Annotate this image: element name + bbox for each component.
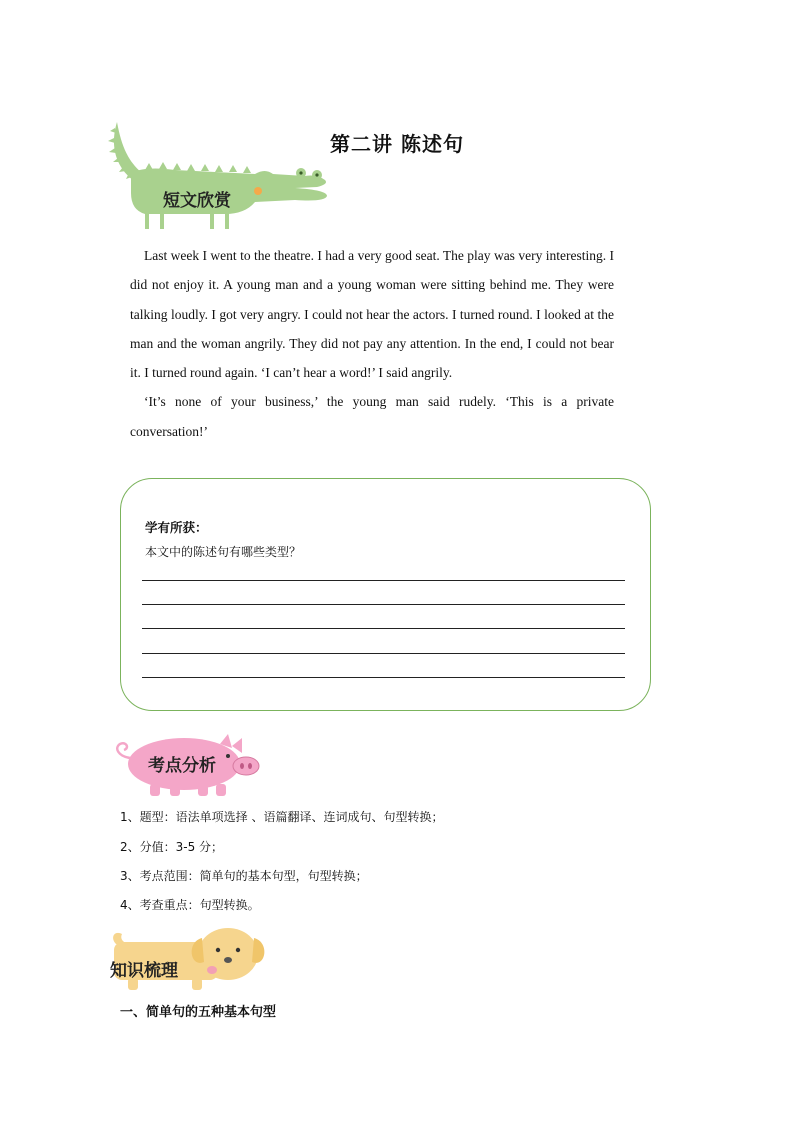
exam-point-item: 2、分值：3-5 分； (120, 840, 224, 854)
exam-point-item: 4、考查重点：句型转换。 (120, 898, 260, 912)
learning-box-question: 本文中的陈述句有哪些类型？ (145, 545, 302, 559)
page-title: 第二讲 陈述句 (330, 132, 464, 156)
knowledge-badge (108, 922, 268, 992)
reading-badge-label: 短文欣赏 (163, 191, 231, 211)
section-heading: 一、简单句的五种基本句型 (120, 1005, 277, 1020)
answer-line[interactable] (142, 604, 625, 605)
crocodile-icon (105, 118, 335, 233)
knowledge-badge-label: 知识梳理 (110, 961, 178, 981)
analysis-badge-label: 考点分析 (148, 756, 216, 776)
exam-point-item: 1、题型：语法单项选择 、语篇翻译、连词成句、句型转换； (120, 810, 444, 824)
reading-passage (130, 241, 614, 446)
answer-line[interactable] (142, 580, 625, 581)
answer-line[interactable] (142, 653, 625, 654)
answer-line[interactable] (142, 677, 625, 678)
passage-paragraph: ‘It’s none of your business,’ the young man said rudely. ‘This is a private conversation!’ (130, 394, 614, 439)
analysis-badge (108, 730, 268, 798)
answer-line[interactable] (142, 628, 625, 629)
reading-badge (105, 118, 335, 233)
passage-paragraph: Last week I went to the theatre. I had a very good seat. The play was very interesting. I did not enjoy it. A young man and a young woman were sitting behind me. They were talking loudly. I got very angry. I could not hear the actors. I turned round. I looked at the man and the woman angrily. They did not pay any attention. In the end, I could not bear it. I turned round again. ‘I can’t hear a word!’ I said angrily. (130, 248, 614, 381)
exam-point-item: 3、考点范围：简单句的基本句型，句型转换； (120, 869, 368, 883)
learning-box-heading: 学有所获： (145, 520, 208, 535)
